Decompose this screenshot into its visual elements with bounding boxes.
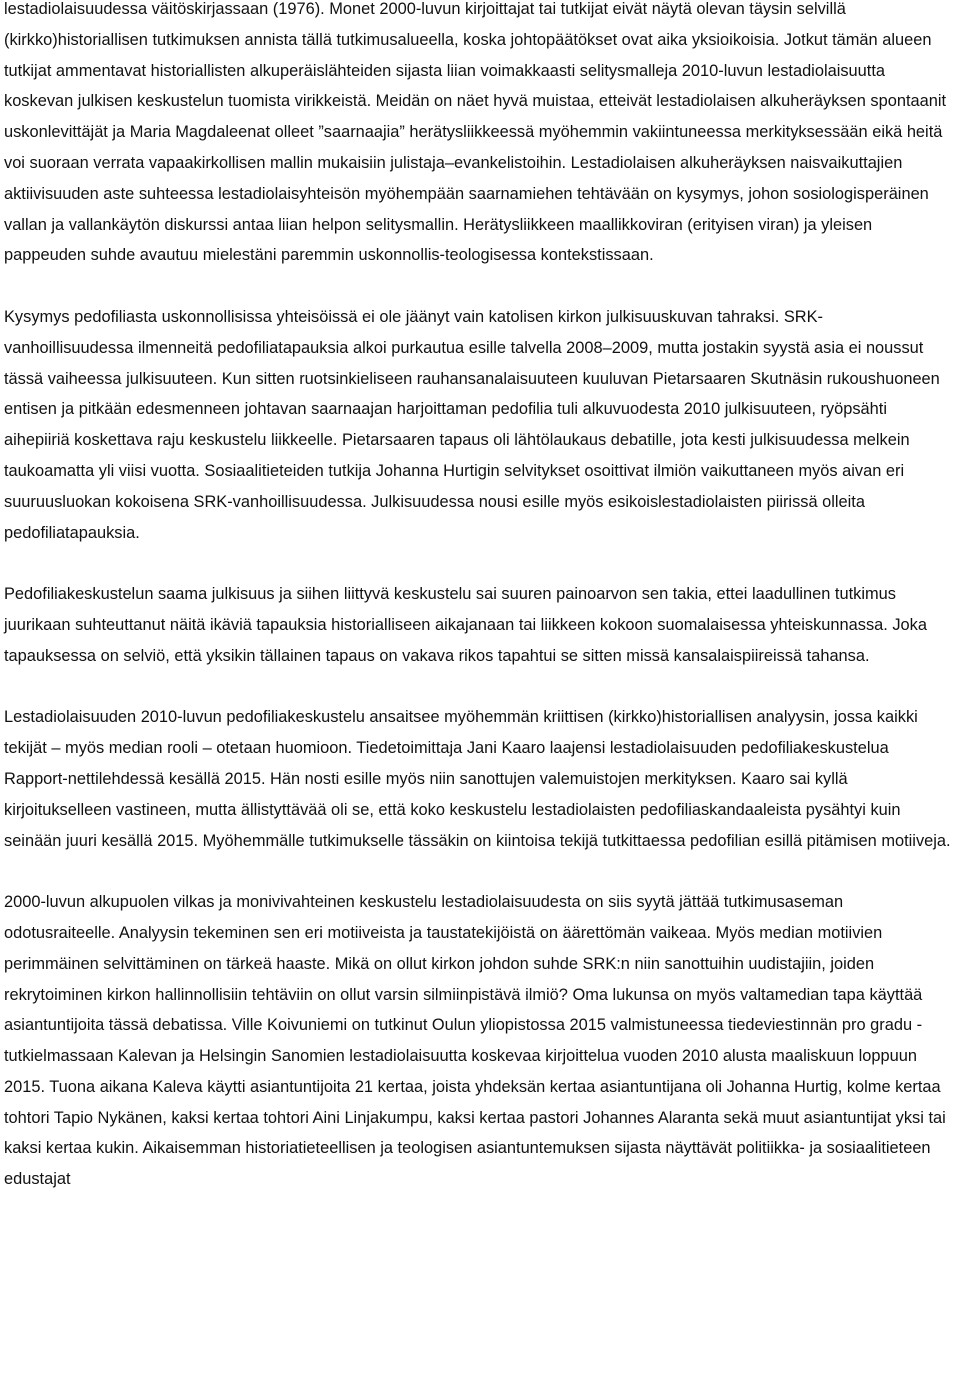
paragraph-gap — [4, 672, 952, 703]
document-page — [4, 0, 952, 1195]
paragraph-gap — [4, 271, 952, 302]
paragraph-gap — [4, 548, 952, 579]
paragraph-4: Lestadiolaisuuden 2010-luvun pedofiliakeskustelu ansaitsee myöhemmän kriittisen (kirkko)historiallisen analyysin, jossa kaikki tekijät – myös median rooli – otetaan huomioon. Tiedetoimittaja Jani Kaaro laajensi lestadiolaisuuden pedofiliakeskustelua Rapport-nettilehdessä kesällä 2015. Hän nosti esille myös niin sanottujen valemuistojen merkityksen. Kaaro sai kyllä kirjoitukselleen vastineen, mutta ällistyttävää oli se, että koko keskustelu lestadiolaisten pedofiliaskandaaleista pysähtyi kuin seinään juuri kesällä 2015. Myöhemmälle tutkimukselle tässäkin on kiintoisa tekijä tutkittaessa pedofilian esillä pitämisen motiiveja. — [4, 708, 951, 850]
paragraph-2: Kysymys pedofiliasta uskonnollisissa yhteisöissä ei ole jäänyt vain katolisen kirkon julkisuuskuvan tahraksi. SRK-vanhoillisuudessa ilmenneitä pedofiliatapauksia alkoi purkautua esille talvella 2008–2009, mutta jostakin syystä asia ei noussut tässä vaiheessa julkisuuteen. Kun sitten ruotsinkieliseen rauhansanalaisuuteen kuuluvan Pietarsaaren Skutnäsin rukoushuoneen entisen ja pitkään edesmenneen johtavan saarnaajan harjoittaman pedofilia tuli alkuvuodesta 2010 julkisuuteen, ryöpsähti aihepiiriä koskettava raju keskustelu liikkeelle. Pietarsaaren tapaus oli lähtölaukaus debatille, jota kesti julkisuudessa melkein taukoamatta yli viisi vuotta. Sosiaalitieteiden tutkija Johanna Hurtigin selvitykset osoittivat ilmiön vaikuttaneen myös aivan eri suuruusluokan kokoisena SRK-vanhoillisuudessa. Julkisuudessa nousi esille myös esikoislestadiolaisten piirissä olleita pedofiliatapauksia. — [4, 307, 940, 542]
paragraph-5: 2000-luvun alkupuolen vilkas ja monivivahteinen keskustelu lestadiolaisuudesta on siis syytä jättää tutkimusaseman odotusraiteelle. Analyysin tekeminen sen eri motiiveista ja taustatekijöistä on äärettömän vaikeaa. Myös median motiivien perimmäinen selvittäminen on tärkeä haaste. Mikä on ollut kirkon johdon suhde SRK:n niin sanottuihin uudistajiin, joiden rekrytoiminen kirkon hallinnollisiin tehtäviin on ollut varsin silmiinpistävä ilmiö? Oma lukunsa on myös valtamedian tapa käyttää asiantuntijoita tässä debatissa. Ville Koivuniemi on tutkinut Oulun yliopistossa 2015 valmistuneessa tiedeviestinnän pro gradu -tutkielmassaan Kalevan ja Helsingin Sanomien lestadiolaisuutta koskevaa kirjoittelua vuoden 2010 alusta maaliskuun loppuun 2015. Tuona aikana Kaleva käytti asiantuntijoita 21 kertaa, joista yhdeksän kertaa asiantuntijana oli Johanna Hurtig, kolme kertaa tohtori Tapio Nykänen, kaksi kertaa tohtori Aini Linjakumpu, kaksi kertaa pastori Johannes Alaranta sekä muut asiantuntijat yksi tai kaksi kertaa kukin. Aikaisemman historiatieteellisen ja teologisen asiantuntemuksen sijasta näyttävät politiikka- ja sosiaalitieteen edustajat — [4, 893, 946, 1189]
paragraph-1: lestadiolaisuudessa väitöskirjassaan (1976). Monet 2000-luvun kirjoittajat tai tutkijat eivät näytä olevan täysin selvillä (kirkko)historiallisen tutkimuksen annista tällä tutkimusalueella, koska johtopäätökset ovat aika yksioikoisia. Jotkut tämän alueen tutkijat ammentavat historiallisten alkuperäislähteiden sijasta liian voimakkaasti selitysmalleja 2010-luvun lestadiolaisuutta koskevan julkisen keskustelun tuomista virikkeistä. Meidän on näet hyvä muistaa, etteivät lestadiolaisen alkuheräyksen spontaanit uskonlevittäjät ja Maria Magdaleenat olleet ”saarnaajia” herätysliikkeessä myöhemmin vakiintuneessa merkityksessään eikä heitä voi suoraan verrata vapaakirkollisen mallin mukaisiin julistaja–evankelistoihin. Lestadiolaisen alkuheräyksen naisvaikuttajien aktiivisuuden aste suhteessa lestadiolaisyhteisön myöhempään saarnamiehen tehtävään on kysymys, johon sosiologisperäinen vallan ja vallankäytön diskurssi antaa liian helpon selitysmallin. Herätysliikkeen maallikkoviran (erityisen viran) ja yleisen pappeuden suhde avautuu mielestäni paremmin uskonnollis-teologisessa kontekstissaan. — [4, 0, 947, 265]
paragraph-gap — [4, 856, 952, 887]
paragraph-3: Pedofiliakeskustelun saama julkisuus ja siihen liittyvä keskustelu sai suuren painoarvon sen takia, ettei laadullinen tutkimus juurikaan suhteuttanut näitä ikäviä tapauksia historialliseen aikajanaan tai liikkeen kokoon suomalaisessa yhteiskunnassa. Joka tapauksessa on selviö, että yksikin tällainen tapaus on vakava rikos tapahtui se sitten missä kansalaispiireissä tahansa. — [4, 585, 927, 665]
